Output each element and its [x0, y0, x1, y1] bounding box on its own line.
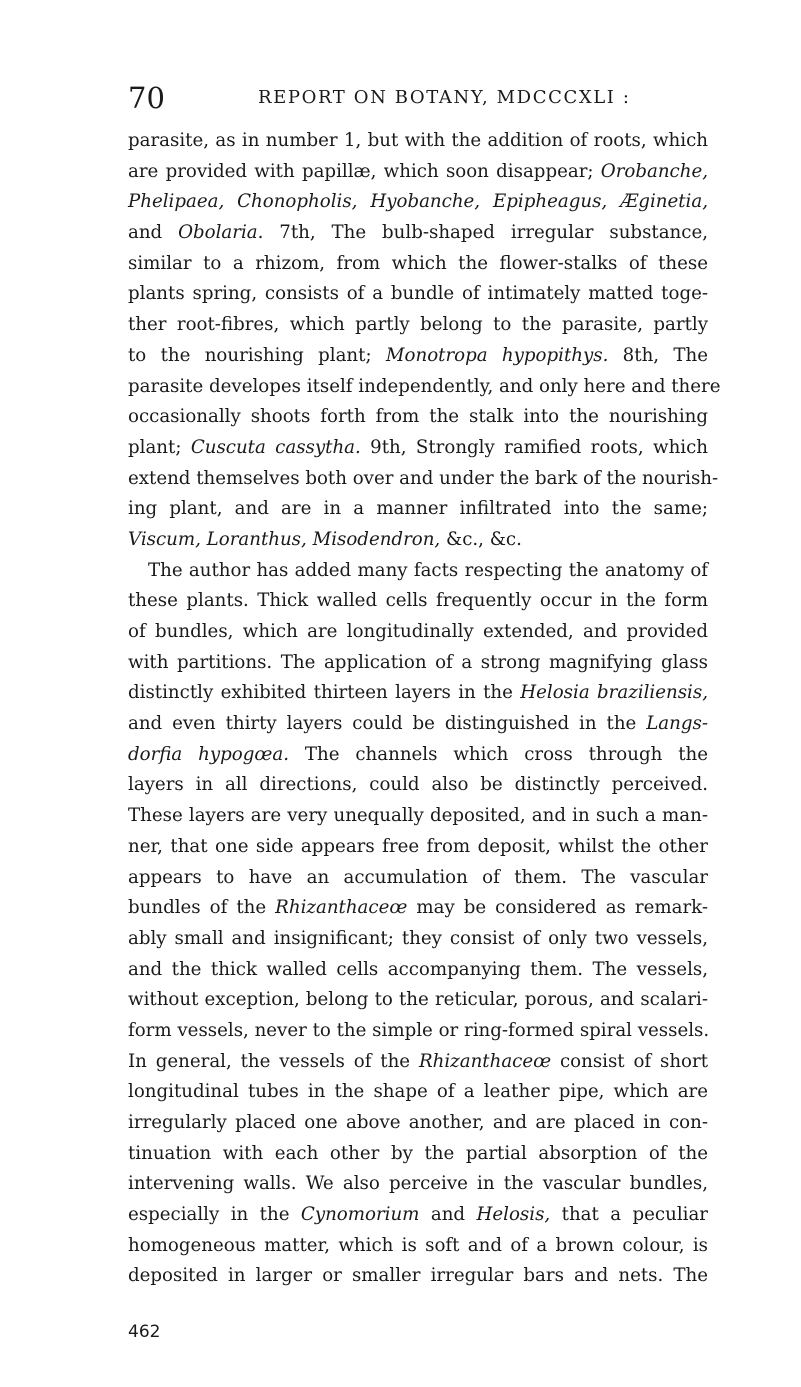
text-line: irregularly placed one above another, and are placed in con-: [128, 1112, 708, 1133]
text-line: distinctly exhibited thirteen layers in the Helosia braziliensis,: [128, 682, 708, 704]
text-line: layers in all directions, could also be distinctly perceived.: [128, 774, 708, 796]
text-line: parasite, as in number 1, but with the addition of roots, which: [128, 130, 708, 151]
text-line: and the thick walled cells accompanying them. The vessels,: [128, 958, 708, 980]
body-text: [128, 126, 721, 1292]
text-line: form vessels, never to the simple or ring-formed spiral vessels.: [128, 1019, 710, 1041]
text-line: occasionally shoots forth from the stalk into the nourishing: [128, 406, 708, 428]
text-line: with partitions. The application of a strong magnifying glass: [128, 651, 708, 673]
text-line: bundles of the Rhizanthaceœ may be considered as remark-: [128, 897, 709, 919]
text-line: ing plant, and are in a manner infiltrated into the same;: [128, 498, 708, 520]
text-line: Viscum, Loranthus, Misodendron, &c., &c.: [128, 528, 522, 550]
text-line: ther root-fibres, which partly belong to the parasite, partly: [128, 314, 708, 336]
text-line: to the nourishing plant; Monotropa hypopithys. 8th, The: [128, 344, 708, 366]
text-line: These layers are very unequally deposited, and in such a man-: [128, 805, 708, 827]
text-line: without exception, belong to the reticular, porous, and scalari-: [128, 989, 708, 1011]
text-line: and Obolaria. 7th, The bulb-shaped irregular substance,: [128, 222, 709, 244]
text-line: these plants. Thick walled cells frequently occur in the form: [128, 590, 708, 612]
running-title: REPORT ON BOTANY, MDCCCXLI :: [258, 87, 631, 108]
text-line: of bundles, which are longitudinally extended, and provided: [128, 621, 708, 642]
text-line: are provided with papillæ, which soon disappear; Orobanche,: [128, 160, 708, 182]
text-line: similar to a rhizom, from which the flower-stalks of these: [128, 252, 708, 274]
signature-mark: 462: [128, 1322, 161, 1342]
text-line: appears to have an accumulation of them. The vascular: [128, 866, 708, 888]
text-line: Phelipaea, Chonopholis, Hyobanche, Epipheagus, Æginetia,: [128, 191, 708, 213]
text-line: tinuation with each other by the partial absorption of the: [128, 1142, 708, 1164]
text-line: plant; Cuscuta cassytha. 9th, Strongly ramified roots, which: [128, 436, 708, 458]
text-line: parasite developes itself independently, and only here and there: [128, 375, 721, 397]
text-line: ably small and insignificant; they consist of only two vessels,: [128, 927, 708, 949]
text-line: homogeneous matter, which is soft and of a brown colour, is: [128, 1234, 708, 1256]
text-line: and even thirty layers could be distinguished in the Langs-: [128, 713, 708, 735]
text-line: In general, the vessels of the Rhizanthaceœ consist of short: [128, 1050, 709, 1072]
page-header: [128, 80, 708, 116]
text-line: especially in the Cynomorium and Helosis, that a peculiar: [128, 1204, 709, 1226]
text-line: ner, that one side appears free from deposit, whilst the other: [128, 835, 708, 857]
text-line: longitudinal tubes in the shape of a leather pipe, which are: [128, 1081, 708, 1103]
text-line: plants spring, consists of a bundle of intimately matted toge-: [128, 283, 708, 305]
text-line: dorfia hypogœa. The channels which cross through the: [128, 743, 708, 765]
text-line: intervening walls. We also perceive in the vascular bundles,: [128, 1173, 708, 1195]
text-line: deposited in larger or smaller irregular bars and nets. The: [128, 1265, 708, 1287]
page-number: 70: [128, 81, 165, 115]
text-line: extend themselves both over and under the bark of the nourish-: [128, 467, 719, 489]
text-line: The author has added many facts respecting the anatomy of: [148, 559, 708, 581]
